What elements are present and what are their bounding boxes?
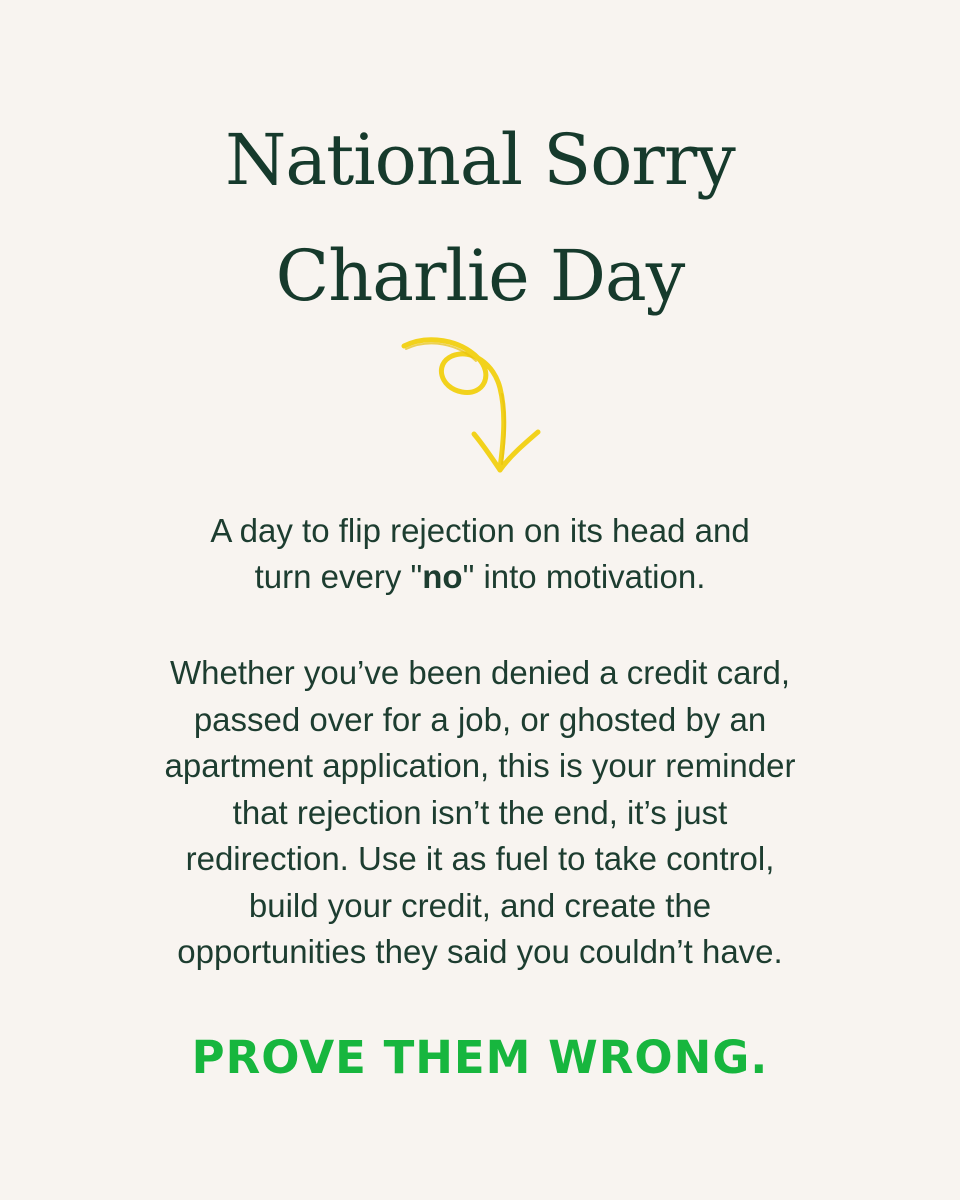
body-line: that rejection isn’t the end, it’s just [232, 793, 728, 831]
intro-line-2-before: turn every " [254, 558, 423, 595]
body-line: opportunities they said you couldn’t have. [177, 933, 783, 970]
body-paragraph [0, 650, 960, 976]
intro-line-2-after: " into motivation. [462, 558, 706, 595]
body-line: redirection. Use it as fuel to take control, [185, 840, 775, 877]
body-line: Whether you’ve been denied a credit card, [169, 654, 791, 691]
call-to-action: PROVE THEM WRONG. [191, 1031, 769, 1084]
intro-emphasis-no: no [422, 558, 463, 595]
title-line-1: National Sorry [225, 119, 735, 201]
intro-line-1: A day to flip rejection on its head and [210, 512, 750, 549]
intro-line-2 [0, 554, 960, 600]
body-line: apartment application, this is your reminder [164, 747, 796, 784]
page-title [0, 102, 960, 334]
intro-paragraph [0, 508, 960, 600]
body-line: build your credit, and create the [248, 886, 712, 924]
curly-down-arrow-icon [398, 334, 548, 480]
title-line-2: Charlie Day [275, 235, 685, 317]
body-line: passed over for a job, or ghosted by an [193, 700, 767, 738]
